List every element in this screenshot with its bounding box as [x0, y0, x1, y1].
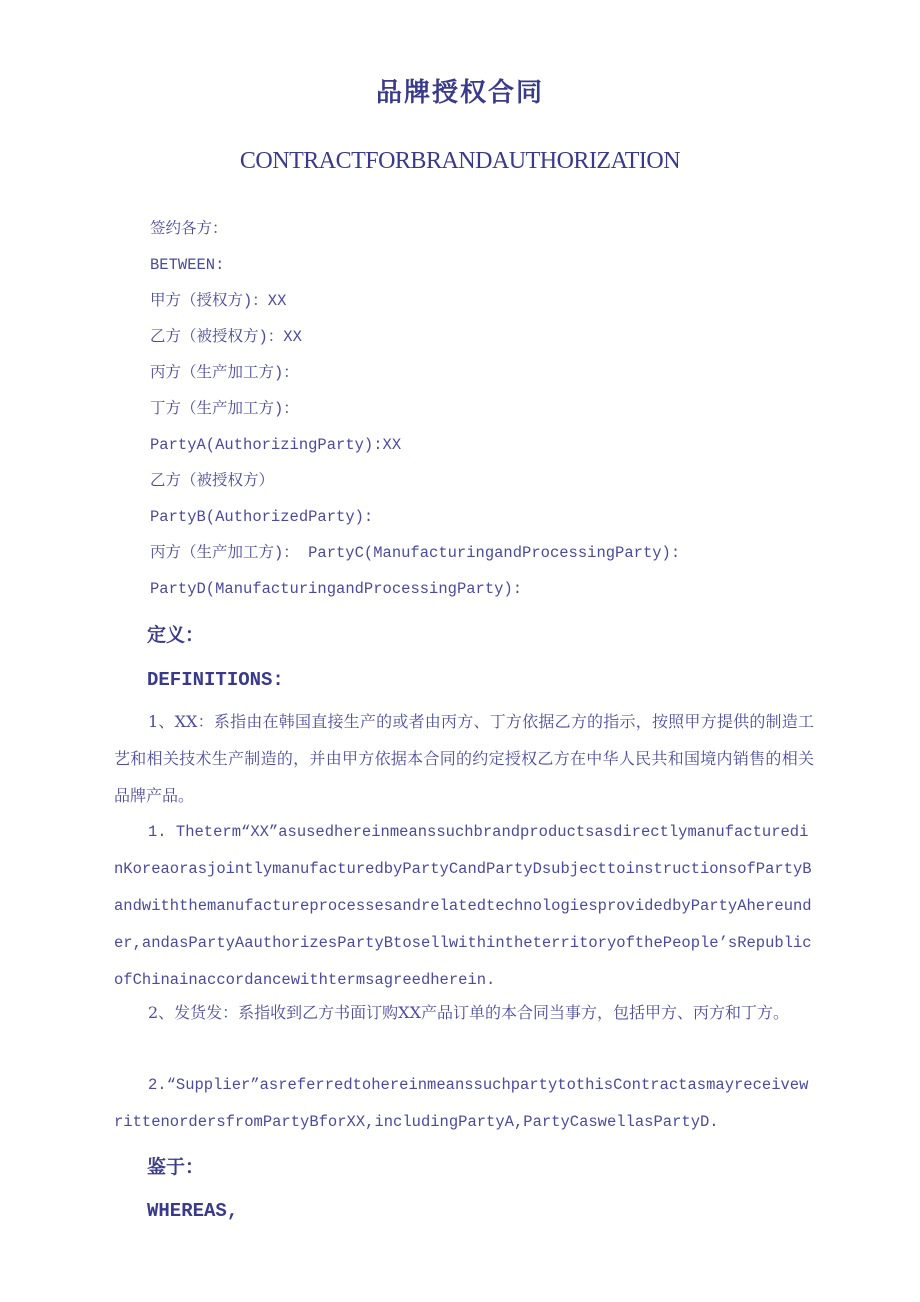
party-line: PartyD(ManufacturingandProcessingParty): [150, 580, 523, 598]
document-title-cn: 品牌授权合同 [375, 78, 544, 108]
party-line: 乙方（被授权方)：XX [150, 328, 302, 346]
party-line: 丙方（生产加工方)： PartyC(ManufacturingandProcessingParty): [150, 544, 681, 562]
whereas-heading-cn: 鉴于： [147, 1156, 205, 1178]
definitions-heading-cn: 定义： [147, 624, 205, 646]
party-line: BETWEEN: [150, 256, 225, 274]
whereas-heading-en: WHEREAS, [147, 1200, 239, 1222]
party-line: 丁方（生产加工方)： [150, 400, 299, 418]
party-line: 甲方（授权方)：XX [150, 292, 287, 310]
party-line: PartyB(AuthorizedParty): [150, 508, 374, 526]
document-title-en: CONTRACTFORBRANDAUTHORIZATION [239, 148, 681, 174]
definitions-heading-en: DEFINITIONS: [147, 669, 284, 691]
party-line: PartyA(AuthorizingParty):XX [150, 436, 402, 454]
party-list [150, 214, 870, 610]
party-line: 签约各方： [150, 220, 228, 238]
definition-item-1-en: 1. Theterm“XX”asusedhereinmeanssuchbrandproductsasdirectlymanufacturedinKoreaorasjointlymanufacturedbyPartyCandPartyDsubjecttoinstructionsofPartyBandwiththemanufactureprocessesandrelatedtechnologiesprovidedbyPartyAhereunder,andasPartyAauthorizesPartyBtosellwithintheterritoryofthePeople’sRepublicofChinainaccordancewithtermsagreedherein. [114, 823, 812, 989]
party-line: 乙方（被授权方） [150, 472, 275, 490]
party-line: 丙方（生产加工方)： [150, 364, 299, 382]
definition-item-1-cn: 1、XX：系指由在韩国直接生产的或者由丙方、丁方依据乙方的指示，按照甲方提供的制造工艺和相关技术生产制造的，并由甲方依据本合同的约定授权乙方在中华人民共和国境内销售的相关品牌产品。 [114, 712, 814, 805]
definition-item-2-en: 2.“Supplier”asreferredtohereinmeanssuchpartytothisContractasmayreceivewrittenordersfromPartyBforXX,includingPartyA,PartyCaswellasPartyD. [114, 1076, 809, 1131]
definition-item-2-cn: 2、发货发：系指收到乙方书面订购XX产品订单的本合同当事方，包括甲方、丙方和丁方。 [148, 1003, 789, 1022]
